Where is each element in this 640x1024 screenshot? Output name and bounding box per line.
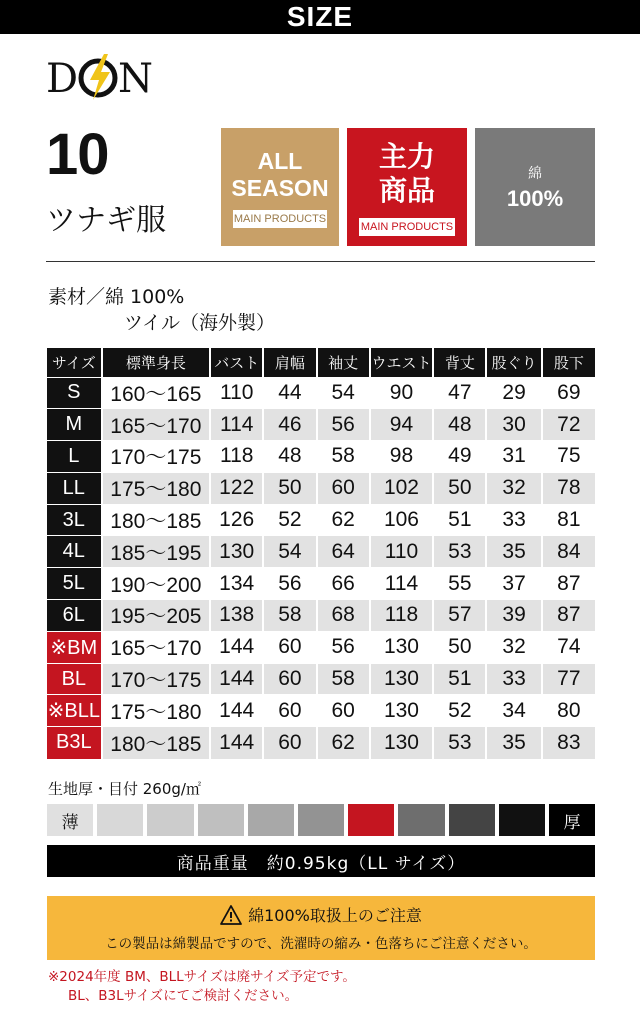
measurement-cell: 29 xyxy=(486,377,541,409)
measurement-cell: 75 xyxy=(542,441,595,473)
measurement-cell: 31 xyxy=(486,441,541,473)
size-title: SIZE xyxy=(286,1,354,32)
svg-text:D: D xyxy=(46,56,79,102)
header-cell: 背丈 xyxy=(433,348,486,377)
measurement-cell: 50 xyxy=(263,472,316,504)
size-label-cell: 6L xyxy=(47,600,102,632)
size-label-cell: B3L xyxy=(47,727,102,759)
measurement-cell: 52 xyxy=(263,504,316,536)
measurement-cell: 87 xyxy=(542,568,595,600)
fabric-thickness-scale xyxy=(47,804,595,836)
measurement-cell: 138 xyxy=(210,600,263,632)
measurement-cell: 68 xyxy=(317,600,370,632)
footnote-line2: BL、B3Lサイズにてご検討ください。 xyxy=(68,988,299,1004)
measurement-cell: 185〜195 xyxy=(102,536,211,568)
measurement-cell: 49 xyxy=(433,441,486,473)
measurement-cell: 175〜180 xyxy=(102,472,211,504)
care-notice xyxy=(47,896,595,960)
product-name: ツナギ服 xyxy=(46,203,166,238)
table-row xyxy=(47,568,595,600)
measurement-cell: 114 xyxy=(370,568,433,600)
measurement-cell: 48 xyxy=(433,409,486,441)
notice-text: この製品は綿製品ですので、洗濯時の縮み・色落ちにご注意ください。 xyxy=(105,936,537,952)
measurement-cell: 30 xyxy=(486,409,541,441)
measurement-cell: 165〜170 xyxy=(102,409,211,441)
main-product-badge xyxy=(347,128,467,246)
measurement-cell: 190〜200 xyxy=(102,568,211,600)
season-line1: ALL xyxy=(257,148,303,174)
size-label-cell: 5L xyxy=(47,568,102,600)
measurement-cell: 52 xyxy=(433,695,486,727)
header-cell: サイズ xyxy=(47,348,102,377)
size-table-header xyxy=(47,348,595,377)
warning-icon xyxy=(220,905,242,925)
divider xyxy=(46,261,595,262)
size-label-cell: ※BM xyxy=(47,631,102,663)
measurement-cell: 130 xyxy=(370,695,433,727)
measurement-cell: 47 xyxy=(433,377,486,409)
table-row xyxy=(47,663,595,695)
measurement-cell: 57 xyxy=(433,600,486,632)
thickness-level xyxy=(499,804,545,836)
measurement-cell: 170〜175 xyxy=(102,441,211,473)
measurement-cell: 55 xyxy=(433,568,486,600)
measurement-cell: 32 xyxy=(486,631,541,663)
measurement-cell: 32 xyxy=(486,472,541,504)
thickness-level xyxy=(248,804,294,836)
size-label-cell: LL xyxy=(47,472,102,504)
measurement-cell: 98 xyxy=(370,441,433,473)
measurement-cell: 170〜175 xyxy=(102,663,211,695)
size-table xyxy=(47,348,595,759)
size-label-cell: M xyxy=(47,409,102,441)
measurement-cell: 46 xyxy=(263,409,316,441)
selected-thickness-level xyxy=(348,804,394,836)
measurement-cell: 53 xyxy=(433,536,486,568)
size-label-cell: S xyxy=(47,377,102,409)
measurement-cell: 81 xyxy=(542,504,595,536)
measurement-cell: 66 xyxy=(317,568,370,600)
measurement-cell: 87 xyxy=(542,600,595,632)
measurement-cell: 51 xyxy=(433,504,486,536)
measurement-cell: 80 xyxy=(542,695,595,727)
measurement-cell: 77 xyxy=(542,663,595,695)
measurement-cell: 175〜180 xyxy=(102,695,211,727)
cotton-line2: 100% xyxy=(506,186,564,211)
measurement-cell: 195〜205 xyxy=(102,600,211,632)
measurement-cell: 114 xyxy=(210,409,263,441)
measurement-cell: 56 xyxy=(263,568,316,600)
measurement-cell: 58 xyxy=(263,600,316,632)
measurement-cell: 122 xyxy=(210,472,263,504)
measurement-cell: 84 xyxy=(542,536,595,568)
cotton-badge xyxy=(475,128,595,246)
size-footnote xyxy=(48,968,356,1006)
measurement-cell: 94 xyxy=(370,409,433,441)
footnote-line1: ※2024年度 BM、BLLサイズは廃サイズ予定です。 xyxy=(48,969,356,985)
table-row xyxy=(47,631,595,663)
measurement-cell: 106 xyxy=(370,504,433,536)
measurement-cell: 60 xyxy=(263,663,316,695)
measurement-cell: 134 xyxy=(210,568,263,600)
measurement-cell: 130 xyxy=(210,536,263,568)
size-label-cell: 3L xyxy=(47,504,102,536)
measurement-cell: 37 xyxy=(486,568,541,600)
measurement-cell: 102 xyxy=(370,472,433,504)
measurement-cell: 60 xyxy=(263,631,316,663)
table-row xyxy=(47,472,595,504)
thickness-level xyxy=(147,804,193,836)
main-sub: MAIN PRODUCTS xyxy=(359,218,455,236)
measurement-cell: 144 xyxy=(210,695,263,727)
material-line1: 素材／綿 100% xyxy=(48,286,185,308)
size-label-cell: BL xyxy=(47,663,102,695)
product-number: 10 xyxy=(46,122,109,187)
measurement-cell: 62 xyxy=(317,504,370,536)
table-row xyxy=(47,536,595,568)
thickness-level xyxy=(198,804,244,836)
header-cell: 袖丈 xyxy=(317,348,370,377)
all-season-badge xyxy=(221,128,339,246)
material-info xyxy=(48,284,275,336)
header-cell: バスト xyxy=(210,348,263,377)
measurement-cell: 72 xyxy=(542,409,595,441)
product-weight-bar xyxy=(47,845,595,877)
header-cell: 標準身長 xyxy=(102,348,211,377)
measurement-cell: 58 xyxy=(317,663,370,695)
size-label-cell: L xyxy=(47,441,102,473)
notice-title: 綿100%取扱上のご注意 xyxy=(248,906,422,925)
header-cell: 股ぐり xyxy=(486,348,541,377)
measurement-cell: 118 xyxy=(210,441,263,473)
measurement-cell: 39 xyxy=(486,600,541,632)
size-label-cell: 4L xyxy=(47,536,102,568)
measurement-cell: 62 xyxy=(317,727,370,759)
measurement-cell: 50 xyxy=(433,631,486,663)
measurement-cell: 56 xyxy=(317,409,370,441)
measurement-cell: 60 xyxy=(263,727,316,759)
measurement-cell: 60 xyxy=(317,695,370,727)
table-row xyxy=(47,727,595,759)
measurement-cell: 48 xyxy=(263,441,316,473)
measurement-cell: 60 xyxy=(263,695,316,727)
header-cell: 股下 xyxy=(542,348,595,377)
table-row xyxy=(47,695,595,727)
measurement-cell: 54 xyxy=(317,377,370,409)
header-cell: 肩幅 xyxy=(263,348,316,377)
measurement-cell: 54 xyxy=(263,536,316,568)
measurement-cell: 60 xyxy=(317,472,370,504)
thickness-level xyxy=(298,804,344,836)
measurement-cell: 180〜185 xyxy=(102,727,211,759)
table-row xyxy=(47,504,595,536)
measurement-cell: 144 xyxy=(210,663,263,695)
measurement-cell: 51 xyxy=(433,663,486,695)
measurement-cell: 90 xyxy=(370,377,433,409)
measurement-cell: 64 xyxy=(317,536,370,568)
measurement-cell: 83 xyxy=(542,727,595,759)
measurement-cell: 144 xyxy=(210,631,263,663)
thickness-level xyxy=(97,804,143,836)
measurement-cell: 58 xyxy=(317,441,370,473)
header-cell: ウエスト xyxy=(370,348,433,377)
main-line1: 主力 xyxy=(378,140,435,173)
thickness-level xyxy=(449,804,495,836)
measurement-cell: 165〜170 xyxy=(102,631,211,663)
season-line2: SEASON xyxy=(231,175,329,201)
size-label-cell: ※BLL xyxy=(47,695,102,727)
measurement-cell: 78 xyxy=(542,472,595,504)
table-row xyxy=(47,377,595,409)
measurement-cell: 44 xyxy=(263,377,316,409)
measurement-cell: 130 xyxy=(370,631,433,663)
don-logo xyxy=(46,52,166,102)
measurement-cell: 35 xyxy=(486,727,541,759)
measurement-cell: 110 xyxy=(210,377,263,409)
measurement-cell: 33 xyxy=(486,663,541,695)
season-sub: MAIN PRODUCTS xyxy=(233,210,327,228)
measurement-cell: 130 xyxy=(370,727,433,759)
fabric-weight-label: 生地厚・目付 260g/㎡ xyxy=(48,780,201,798)
measurement-cell: 50 xyxy=(433,472,486,504)
measurement-cell: 118 xyxy=(370,600,433,632)
thick-label: 厚 xyxy=(549,804,595,836)
measurement-cell: 69 xyxy=(542,377,595,409)
material-line2: ツイル（海外製） xyxy=(124,312,276,334)
measurement-cell: 130 xyxy=(370,663,433,695)
thin-label: 薄 xyxy=(47,804,93,836)
measurement-cell: 126 xyxy=(210,504,263,536)
measurement-cell: 144 xyxy=(210,727,263,759)
measurement-cell: 56 xyxy=(317,631,370,663)
size-header-bar xyxy=(0,0,640,34)
cotton-line1: 綿 xyxy=(528,166,542,182)
measurement-cell: 34 xyxy=(486,695,541,727)
product-weight-text: 商品重量 約0.95kg（LL サイズ） xyxy=(176,853,466,874)
measurement-cell: 160〜165 xyxy=(102,377,211,409)
measurement-cell: 35 xyxy=(486,536,541,568)
measurement-cell: 180〜185 xyxy=(102,504,211,536)
table-row xyxy=(47,441,595,473)
main-line2: 商品 xyxy=(378,174,435,207)
don-logo-icon xyxy=(46,52,166,102)
measurement-cell: 74 xyxy=(542,631,595,663)
thickness-level xyxy=(398,804,444,836)
measurement-cell: 110 xyxy=(370,536,433,568)
table-row xyxy=(47,409,595,441)
measurement-cell: 53 xyxy=(433,727,486,759)
table-row xyxy=(47,600,595,632)
svg-text:N: N xyxy=(118,56,153,102)
measurement-cell: 33 xyxy=(486,504,541,536)
